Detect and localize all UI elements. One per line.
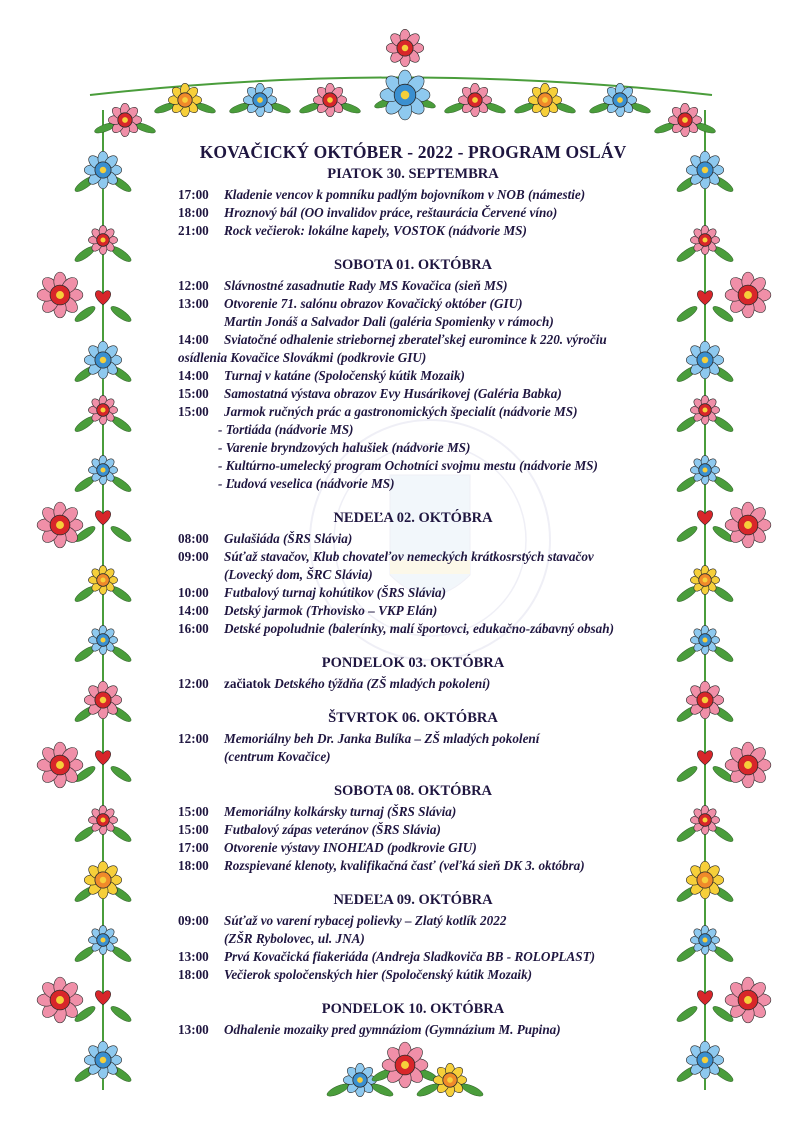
event-time: 16:00 bbox=[178, 621, 209, 636]
flower-icon bbox=[257, 97, 263, 103]
event-time: 13:00 bbox=[178, 1022, 209, 1037]
day-block bbox=[178, 782, 648, 875]
large-flower-icon bbox=[744, 291, 752, 299]
flower-icon bbox=[401, 91, 410, 100]
flower-icon bbox=[702, 357, 708, 363]
event-text: Rozspievané klenoty, kvalifikačná časť (veľká sieň DK 3. októbra) bbox=[224, 858, 585, 873]
event-text: Otvorenie výstavy INOHĽAD (podkrovie GIU) bbox=[224, 840, 477, 855]
event-text: Futbalový turnaj kohútikov (ŠRS Slávia) bbox=[224, 585, 447, 600]
large-flower-icon bbox=[56, 761, 64, 769]
event-row bbox=[178, 367, 648, 385]
day-block bbox=[178, 1000, 648, 1039]
event-time: 09:00 bbox=[178, 913, 209, 928]
event-prefix: začiatok bbox=[224, 676, 275, 691]
large-flower-icon bbox=[744, 996, 752, 1004]
event-time: 17:00 bbox=[178, 187, 209, 202]
event-row bbox=[178, 421, 648, 439]
large-flower-icon bbox=[56, 291, 64, 299]
flower-icon bbox=[702, 877, 708, 883]
flower-icon bbox=[100, 167, 106, 173]
flower-icon bbox=[702, 1057, 708, 1063]
day-heading: NEDEĽA 02. OKTÓBRA bbox=[333, 510, 493, 526]
event-time: 14:00 bbox=[178, 603, 209, 618]
flower-icon bbox=[100, 237, 105, 242]
event-time: 12:00 bbox=[178, 676, 209, 691]
flower-icon bbox=[100, 1057, 106, 1063]
flower-icon bbox=[100, 467, 105, 472]
flower-icon bbox=[682, 117, 688, 123]
event-row bbox=[178, 204, 648, 222]
flower-icon bbox=[702, 577, 707, 582]
event-row bbox=[178, 548, 648, 566]
event-time: 15:00 bbox=[178, 386, 209, 401]
event-time: 21:00 bbox=[178, 223, 209, 238]
day-heading: ŠTVRTOK 06. OKTÓBRA bbox=[328, 710, 498, 726]
flower-icon bbox=[702, 937, 707, 942]
event-time: 09:00 bbox=[178, 549, 209, 564]
event-row bbox=[178, 839, 648, 857]
flower-icon bbox=[542, 97, 548, 103]
schedule bbox=[178, 165, 648, 1039]
large-flower-icon bbox=[56, 996, 64, 1004]
event-row bbox=[178, 313, 648, 331]
event-time: 13:00 bbox=[178, 949, 209, 964]
event-time: 10:00 bbox=[178, 585, 209, 600]
event-text: Detský jarmok (Trhovisko – VKP Elán) bbox=[224, 603, 438, 618]
event-text: Futbalový zápas veteránov (ŠRS Slávia) bbox=[224, 822, 441, 837]
event-text: osídlenia Kovačice Slovákmi (podkrovie GIU) bbox=[178, 350, 427, 365]
event-text: - Varenie bryndzových halušiek (nádvorie MS) bbox=[218, 440, 471, 455]
event-row bbox=[178, 966, 648, 984]
event-text: Memoriálny kolkársky turnaj (ŠRS Slávia) bbox=[224, 804, 457, 819]
large-flower-icon bbox=[56, 521, 64, 529]
flower-icon bbox=[122, 117, 128, 123]
event-text: Súťaž vo varení rybacej polievky – Zlatý kotlík 2022 bbox=[224, 913, 507, 928]
event-row bbox=[178, 403, 648, 421]
day-heading: PIATOK 30. SEPTEMBRA bbox=[327, 166, 499, 182]
flower-icon bbox=[702, 237, 707, 242]
event-text: Slávnostné zasadnutie Rady MS Kovačica (sieň MS) bbox=[224, 278, 508, 293]
flower-icon bbox=[702, 467, 707, 472]
event-time: 18:00 bbox=[178, 967, 209, 982]
event-text: - Kultúrno-umelecký program Ochotníci svojmu mestu (nádvorie MS) bbox=[218, 458, 598, 473]
flower-icon bbox=[100, 697, 106, 703]
event-text: (Lovecký dom, ŠRC Slávia) bbox=[224, 567, 373, 582]
event-time: 18:00 bbox=[178, 205, 209, 220]
day-block bbox=[178, 256, 648, 493]
event-row bbox=[178, 821, 648, 839]
day-block bbox=[178, 165, 648, 240]
event-text: - Tortiáda (nádvorie MS) bbox=[218, 422, 354, 437]
day-block bbox=[178, 709, 648, 766]
bouquet-flower-icon bbox=[447, 1077, 453, 1083]
event-row bbox=[178, 439, 648, 457]
day-heading: SOBOTA 01. OKTÓBRA bbox=[333, 257, 493, 273]
event-time: 14:00 bbox=[178, 332, 209, 347]
event-text: Večierok spoločenských hier (Spoločenský kútik Mozaik) bbox=[224, 967, 533, 982]
event-row bbox=[178, 457, 648, 475]
event-time: 17:00 bbox=[178, 840, 209, 855]
large-flower-icon bbox=[744, 761, 752, 769]
event-row bbox=[178, 1021, 648, 1039]
event-row bbox=[178, 948, 648, 966]
flower-icon bbox=[182, 97, 188, 103]
event-text: Detské popoludnie (balerínky, malí športovci, edukačno-zábavný obsah) bbox=[224, 621, 614, 636]
event-text: Odhalenie mozaiky pred gymnáziom (Gymnázium M. Pupina) bbox=[224, 1022, 561, 1037]
event-text: Detského týždňa (ZŠ mladých pokolení) bbox=[274, 676, 491, 691]
event-text: Hroznový bál (OO invalidov práce, reštaurácia Červené víno) bbox=[224, 205, 558, 220]
flower-icon bbox=[100, 937, 105, 942]
event-time: 15:00 bbox=[178, 804, 209, 819]
event-text: Martin Jonáš a Salvador Dali (galéria Spomienky v rámoch) bbox=[224, 314, 554, 329]
event-time: 13:00 bbox=[178, 296, 209, 311]
flower-icon bbox=[100, 357, 106, 363]
flower-icon bbox=[100, 637, 105, 642]
day-block bbox=[178, 891, 648, 984]
event-row bbox=[178, 930, 648, 948]
event-row bbox=[178, 331, 648, 349]
event-text: Turnaj v katáne (Spoločenský kútik Mozaik) bbox=[224, 368, 465, 383]
event-text: Otvorenie 71. salónu obrazov Kovačický október (GIU) bbox=[224, 296, 523, 311]
event-text: Sviatočné odhalenie striebornej zberateľskej euromince k 220. výročiu bbox=[224, 332, 607, 347]
flower-icon bbox=[617, 97, 623, 103]
flower-icon bbox=[327, 97, 333, 103]
event-text: (ZŠR Rybolovec, ul. JNA) bbox=[224, 931, 365, 946]
event-text: Prvá Kovačická fiakeriáda (Andreja Sladkoviča BB - ROLOPLAST) bbox=[224, 949, 596, 964]
event-row bbox=[178, 602, 648, 620]
day-heading: SOBOTA 08. OKTÓBRA bbox=[333, 783, 493, 799]
flower-icon bbox=[100, 817, 105, 822]
day-heading: PONDELOK 03. OKTÓBRA bbox=[321, 655, 505, 671]
event-row bbox=[178, 186, 648, 204]
event-text: - Ľudová veselica (nádvorie MS) bbox=[218, 476, 395, 491]
event-row bbox=[178, 349, 648, 367]
event-row bbox=[178, 295, 648, 313]
flower-icon bbox=[100, 577, 105, 582]
event-row bbox=[178, 730, 648, 748]
flower-icon bbox=[702, 817, 707, 822]
bouquet-flower-icon bbox=[357, 1077, 363, 1083]
event-row bbox=[178, 584, 648, 602]
day-heading: PONDELOK 10. OKTÓBRA bbox=[321, 1001, 505, 1017]
event-time: 18:00 bbox=[178, 858, 209, 873]
flower-icon bbox=[702, 697, 708, 703]
event-row bbox=[178, 748, 648, 766]
day-block bbox=[178, 654, 648, 693]
flower-icon bbox=[702, 167, 708, 173]
event-text: Jarmok ručných prác a gastronomických špecialít (nádvorie MS) bbox=[224, 404, 578, 419]
bouquet-flower-icon bbox=[401, 1061, 409, 1069]
event-text: Samostatná výstava obrazov Evy Husárikovej (Galéria Babka) bbox=[224, 386, 562, 401]
event-time: 14:00 bbox=[178, 368, 209, 383]
event-time: 15:00 bbox=[178, 404, 209, 419]
large-flower-icon bbox=[744, 521, 752, 529]
flower-icon bbox=[472, 97, 478, 103]
event-row bbox=[178, 675, 648, 693]
event-time: 08:00 bbox=[178, 531, 209, 546]
event-row bbox=[178, 857, 648, 875]
flower-icon bbox=[702, 637, 707, 642]
event-text: Memoriálny beh Dr. Janka Bulíka – ZŠ mladých pokolení bbox=[224, 731, 540, 746]
event-row bbox=[178, 222, 648, 240]
event-time: 12:00 bbox=[178, 731, 209, 746]
event-text: Súťaž stavačov, Klub chovateľov nemeckých krátkosrstých stavačov bbox=[224, 549, 594, 564]
flower-icon bbox=[702, 407, 707, 412]
crest-flower-icon bbox=[402, 45, 408, 51]
event-text: (centrum Kovačice) bbox=[224, 749, 331, 764]
event-text: Gulašiáda (ŠRS Slávia) bbox=[224, 531, 353, 546]
event-row bbox=[178, 912, 648, 930]
event-text: Kladenie vencov k pomníku padlým bojovníkom v NOB (námestie) bbox=[224, 187, 586, 202]
event-row bbox=[178, 620, 648, 638]
event-row bbox=[178, 385, 648, 403]
event-row bbox=[178, 277, 648, 295]
program-content bbox=[178, 142, 648, 1055]
event-row bbox=[178, 475, 648, 493]
day-block bbox=[178, 509, 648, 638]
event-time: 15:00 bbox=[178, 822, 209, 837]
event-text: Rock večierok: lokálne kapely, VOSTOK (nádvorie MS) bbox=[224, 223, 527, 238]
event-row bbox=[178, 566, 648, 584]
event-time: 12:00 bbox=[178, 278, 209, 293]
flower-icon bbox=[100, 877, 106, 883]
event-row bbox=[178, 530, 648, 548]
event-row bbox=[178, 803, 648, 821]
flower-icon bbox=[100, 407, 105, 412]
day-heading: NEDEĽA 09. OKTÓBRA bbox=[333, 892, 493, 908]
page-title: KOVAČICKÝ OKTÓBER - 2022 - PROGRAM OSLÁV bbox=[199, 142, 627, 162]
